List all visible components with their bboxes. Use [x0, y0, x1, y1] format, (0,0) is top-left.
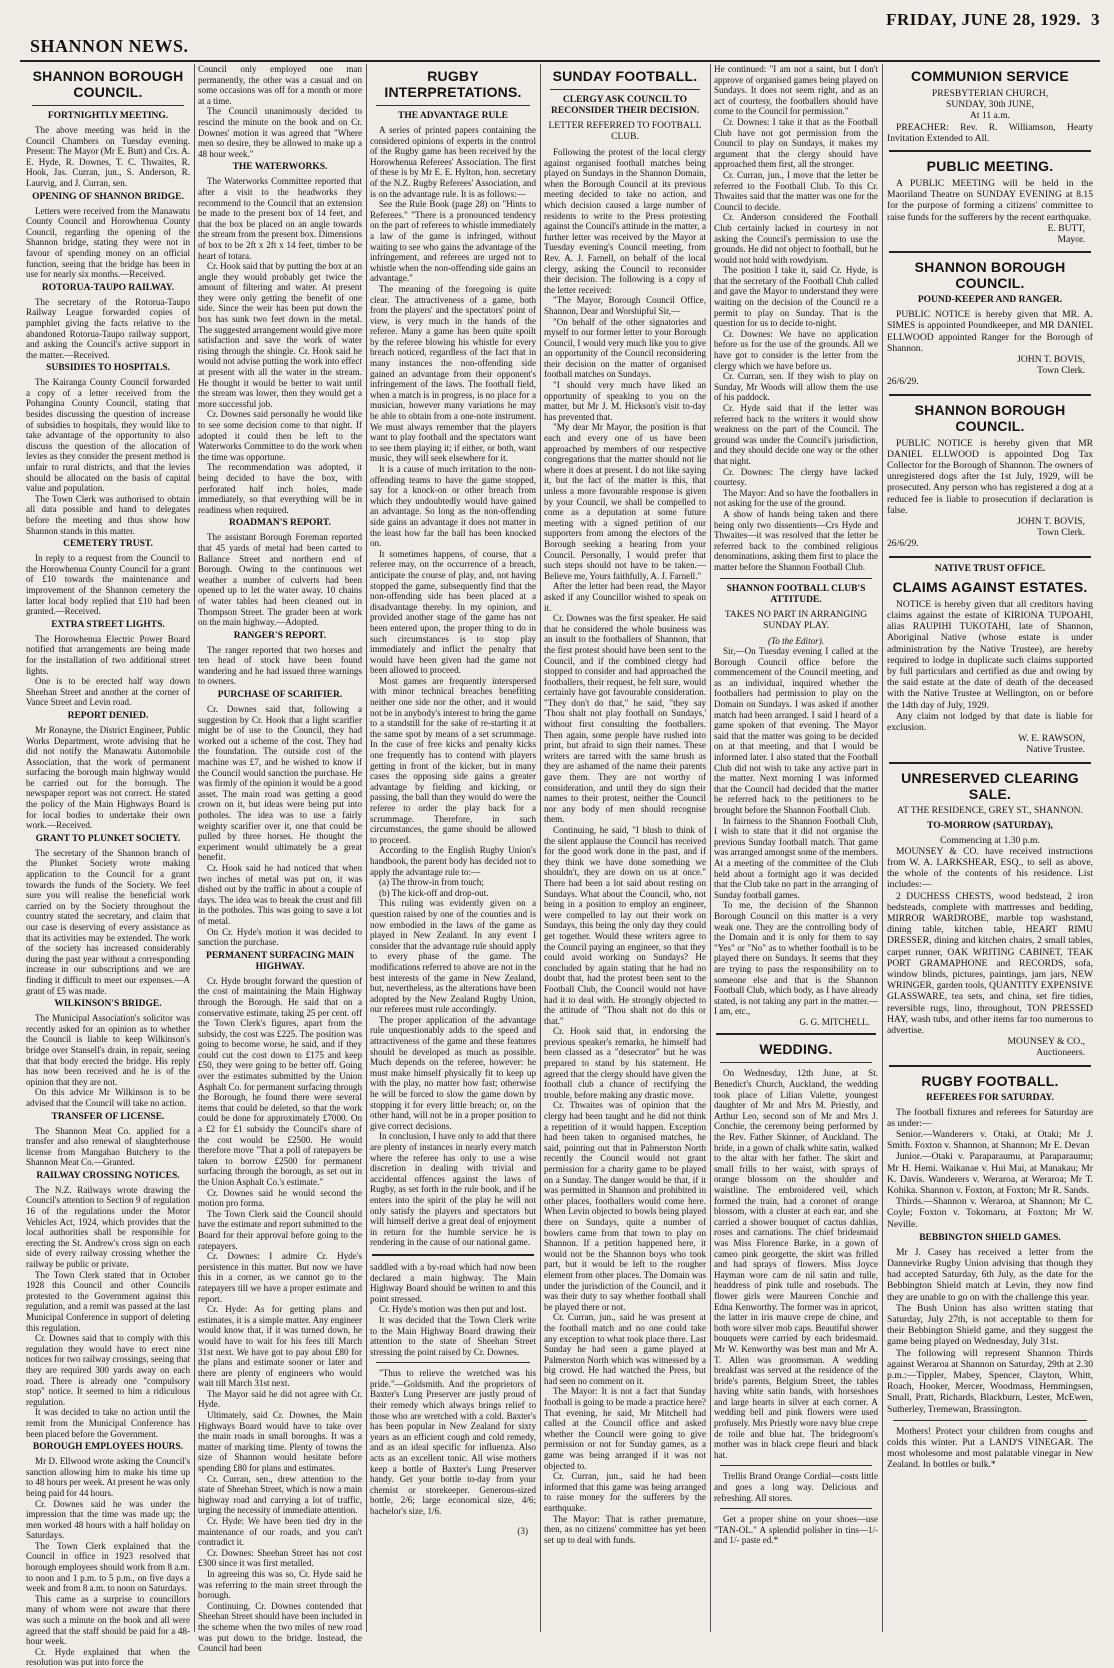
paragraph: Cr. Downes said he was under the impression that the time was made up; the men worked 48 hours with a half holiday on Saturdays. — [26, 1498, 190, 1541]
paragraph: Cr. Downes: Sheehan Street has not cost £300 since it was first metalled. — [198, 1547, 362, 1569]
paragraph: Cr. Downes said personally he would like to see some decision come to that night. If adopted it could then be left to the Waterworks Committee to do the work when the time was opportune. — [198, 409, 362, 462]
paragraph: Most games are frequently interspersed with minor technical breaches benefiting neither one side nor the other, and it would not be in anybody's interest to bring the game to a standstill for the sake of re-starting it at the same spot by means of a set scrummage. In the case of free kicks and penalty kicks one frequently has to contend with players getting in front of the kicker, but in many cases the opposing side gains a greater advantage by fielding and kicking, or passing, the ball than they would do were the referee to order the play back for a scrummage. Therefore, in such circumstances, the game should be allowed to proceed. — [370, 675, 536, 845]
paragraph: The proper application of the advantage rule unquestionably adds to the speed and attractiveness of the game and these features should be developed as much as possible. Much depends on the referee, however: he must make himself physically fit to keep up with the play, no matter how fast; otherwise he will be forced to slow the game down by stopping it for every little breach; or, on the other hand, will not be in a proper position to give correct decisions. — [370, 1014, 536, 1131]
subheading: AT THE RESIDENCE, GREY ST., SHANNON. — [897, 805, 1083, 816]
subheading: ROTORUA-TAUPO RAILWAY. — [41, 282, 175, 293]
notice-line: Commencing at 1.30 p.m. — [940, 834, 1040, 846]
vinegar-advertisement: Mothers! Protect your children from coughs and colds this winter. Put a LAND'S VINEGAR. The most wholesome and most palatable vinegar in New Zealand. In bottles or bulk.* — [887, 1425, 1093, 1471]
column-rule — [540, 64, 541, 1632]
rule — [889, 251, 1091, 253]
paragraph: Senior.—Wanderers v. Otaki, at Otaki; Mr J. Smith. Foxton v. Shannon, at Shannon; Mr E. Devan — [887, 1129, 1093, 1152]
subheading: REPORT DENIED. — [67, 710, 149, 721]
signature: JOHN T. BOVIS, — [1017, 354, 1085, 366]
signature-title: Town Clerk. — [1037, 527, 1085, 539]
rule — [376, 1362, 530, 1363]
paragraph: Cr. Downes said that to comply with this regulation they would have to erect nine notices for two railway crossings, seeing that they are required 300 yards away on each road. There is already one "compulsory stop" notice. It seemed to him a ridiculous regulation. — [26, 1333, 190, 1407]
rule — [716, 1033, 876, 1035]
subheading: WILKINSON'S BRIDGE. — [54, 999, 162, 1010]
paragraph: After the letter had been read, the Mayor asked if any Councillor wished to speak on it. — [544, 581, 706, 613]
paragraph: Any claim not lodged by that date is liable for exclusion. — [887, 710, 1093, 733]
paragraph: "The Mayor, Borough Council Office, Shannon, Dear and Worshipful Sir,— — [544, 295, 706, 316]
paragraph: PUBLIC NOTICE is hereby given that MR. A. SIMES is appointed Poundkeeper, and MR DANIEL ELLWOOD appointed Ranger for the Borough of Shannon. — [887, 309, 1093, 354]
paragraph: The N.Z. Railways wrote drawing the Council's attention to Section 9 of regulation 16 of the regulations under the Motor Vehicles Act, 1924, which provides that the local authorities shall be responsible for erecting the St. Andrew's cross sign on each side of every railway crossing whether the railway be public or private. — [26, 1184, 190, 1270]
paragraph: Cr. Curran, jun., said he was present at the football match and no one could take any exception to what took place there. Last Sunday he had seen a game played at Palmerston North which was witnessed by a big crowd. He had watched the Press, but had seen no comment on it. — [544, 1312, 706, 1386]
paragraph: In reply to a request from the Council to the Horowhenua County Council for a grant of £10 towards the maintenance and improvement of the Shannon cemetery the latter local body replied that £10 had been granted.—Received. — [26, 553, 190, 617]
paragraph: Cr. Downes was the first speaker. He said that he considered the whole business was an insult to the footballers of Shannon, that the first protest should have been sent to the Council, and if the combined clergy had stopped to consider and had approached the footballers, their request, he felt sure, would certainly have got favourable consideration. "They don't do that," he said, "they say 'Thou shalt not play football on Sundays,' without first consulting the footballers. Then again, some people have rushed into print, but afraid to sign their names. These writers are tarred with the same brush as they are ashamed of the name their parents gave them. They are not worthy of consideration, and until they do sign their names to their protest, neither the Council nor any body of men should recognise them. — [544, 613, 706, 825]
paper-name: SHANNON NEWS. — [30, 36, 189, 56]
paragraph: According to the English Rugby Union's handbook, the parent body has decided not to apply the advantage rule to:— — [370, 845, 536, 877]
subheading: BOROUGH EMPLOYEES HOURS. — [32, 1442, 184, 1453]
paragraph: This came as a surprise to councillors many of whom were not aware that there was such a minute on the book and all were agreed that the staff should be paid for a 48-hour week. — [26, 1593, 190, 1647]
paragraph: Mr D. Ellwood wrote asking the Council's sanction allowing him to make his time up to 48 hours per week. At present he was only being paid for 44 hours. — [26, 1456, 190, 1498]
paragraph: Cr. Curran, sen. If they wish to play on Sunday, Mr Woods will allow them the use of his paddock. — [714, 371, 878, 403]
rule — [376, 105, 530, 106]
signature: JOHN T. BOVIS, — [1017, 516, 1085, 528]
notice-date: 26/6/29. — [887, 538, 919, 550]
paragraph: Cr. Downes said he would second the motion pro forma. — [198, 1187, 362, 1209]
paragraph: Cr. Hyde brought forward the question of the cost of maintaining the Main Highway through the Borough. He said that on a conservative estimate, taking 25 per cent. off the Town Clerk's figures, apart from the subsidy, the cost was £225. The position was going to become worse, he said, and if they could cut the cost down to £175 and keep £50, they were going to be better off. Going over the estimates submitted by the Union Asphalt Co. for permanent surfacing through the Borough, he found there were several items that could be deleted, so that the work could be done for approximately £7000. On a £2 for £1 subsidy the Council's share of the cost would be £2500. He would therefore move "That a poll of ratepayers be taken to borrow £2500 for permanent surfacing through the borough, as set out in the Union Asphalt Co.'s estimate." — [198, 975, 362, 1187]
rule — [720, 1062, 872, 1063]
sunday-football-heading: SUNDAY FOOTBALL. — [552, 68, 698, 84]
rule — [720, 1508, 872, 1509]
column-rule — [366, 64, 367, 1632]
rugby-interpretations-heading: RUGBY INTERPRETATIONS. — [384, 68, 522, 100]
paragraph: Cr. Downes: I take it that as the Football Club have not got permission from the Council to play on Sundays, it makes my argument that the clergy should have approached them first, all the stronger. — [714, 116, 878, 170]
paragraph: The secretary of the Shannon branch of the Plunket Society wrote making application to the Council for a grant towards the funds of the Society. We feel sure you will realise the beneficial work carried on by the Society throughout the country stated the secretary, and claim that our case is deserving of every assistance as that its activities may be extended. The work of the society has increased considerably during the past year without a corresponding increase in our subscriptions and we are finding it difficult to meet our expenses.—A grant of £5 was made. — [26, 847, 190, 996]
paragraph: A PUBLIC MEETING will be held in the Maoriland Theatre on SUNDAY EVENING at 8.15 for the purpose of forming a citizens' committee to raise funds for the sufferers by the recent earthquake. — [887, 178, 1093, 223]
paragraph: On this advice Mr Wilkinson is to be advised that the Council will take no action. — [26, 1087, 190, 1108]
wedding-heading: WEDDING. — [759, 1041, 833, 1058]
paragraph: Cr. Downes: We have no application before us for the use of the grounds. All we have got to consider is the letter from the clergy which we have before us. — [714, 328, 878, 371]
paragraph: Cr. Downes: I admire Cr. Hyde's persistence in this matter. But now we have this in a corner, as we cannot go to the ratepayers till we have a proper estimate and report. — [198, 1251, 362, 1304]
paragraph: PREACHER: Rev. R. Williamson, Hearty Invitation Extended to All. — [887, 121, 1093, 144]
paragraph: Sir,—On Tuesday evening I called at the Borough Council office before the commencement of the Council meeting, and as an individual, inquired whether the footballers had permission to play on the Domain on Sundays. I was asked if another match had been arranged. I said I heard of a game spoken of that evening. The Mayor said that the matter was going to be decided on at that meeting, and that I would be informed later. I also stated that the Football Club did not wish to take any active part in the matter. Next morning I was informed that the Council had decided that the matter be referred back to the petitioners to be brought before the Shannon Football Club. — [714, 646, 878, 815]
paragraph: Cr. Hook said that by putting the box at an angle they would probably get twice the amount of filtering and water. At present they were only getting the benefit of one side. Since the weir has been put down the box has sunk two feet down in the metal. The suggested arrangement would give more satisfaction and save the work of water rising through the shingle. Cr. Hook said he would not advise putting the work into effect at present with all the water in the stream. He thought it would be better to wait until the stream was lower, then they would get a more successful job. — [198, 261, 362, 409]
clearing-sale-heading: UNRESERVED CLEARING SALE. — [901, 769, 1079, 802]
signature-title: Town Clerk. — [1037, 365, 1085, 377]
paragraph: In fairness to the Shannon Football Club, I wish to state that it did not organise the previous Sunday football match. That game was arranged amongst some of the members. At a meeting of the committee of the Club held about a fortnight ago it was decided that the Club take no part in the arranging of Sunday football games. — [714, 815, 878, 900]
rule — [889, 556, 1091, 558]
paragraph: Ultimately, said Cr. Downes, the Main Highways Board would have to take over the main roads in small boroughs. It was a matter of marking time. Plenty of towns the size of Shannon would hesitate before spending £80 for plans and estimates. — [198, 1410, 362, 1474]
column-rule — [194, 64, 195, 1632]
subheading: TRANSFER OF LICENSE. — [51, 1111, 165, 1122]
paragraph: It sometimes happens, of course, that a referee may, on the occurrence of a breach, anticipate the course of play, and, not having stopped the game, subsequently find that the non-offending side has been placed at a disadvantage thereby. In my opinion, and provided another stage of the game has not been entered upon, the proper thing to do in such circumstances is to stop play immediately and inflict the penalty that would have been given had the game not been allowed to proceed. — [370, 548, 536, 676]
paragraph: The assistant Borough Foreman reported that 45 yards of metal had been carted to Ballance Street and northern end of Borough. Owing to the continuous wet weather a number of culverts had been opened up to let the water away. 10 chains of water tables had been cleaned out in Thompson Street. The grader been at work on the main highway.—Adopted. — [198, 532, 362, 628]
signature: MOUNSEY & CO., — [1007, 1036, 1085, 1048]
paragraph: Cr. Hyde said that if the letter was referred back to the writers it would show weakness on the part of the Council. The ground was under the Council's jurisdiction, and they should decide one way or the other that night. — [714, 403, 878, 466]
rule — [889, 1065, 1091, 1067]
rule — [720, 1465, 872, 1466]
signature: G. G. MITCHELL. — [799, 1016, 870, 1027]
rule — [893, 1420, 1087, 1421]
paragraph: Cr. Anderson considered the Football Club certainly lacked in courtesy in not asking the Council's permission to use the grounds. He did not object to football, but he would not hold with rowdyism. — [714, 212, 878, 265]
paragraph: The position I take it, said Cr. Hyde, is that the secretary of the Football Club called and gave the Mayor to understand they were waiting on the decision of the Council re a permit to play on Sunday. That is the question for us to decide to-night. — [714, 265, 878, 329]
subheading: PERMANENT SURFACING MAIN HIGHWAY. — [206, 950, 354, 972]
paragraph: The recommendation was adopted, it being decided to have the box, with perforated half inch holes, made immediately, so that everything will be in readiness when required. — [198, 462, 362, 515]
paragraph: It was decided to take no action until the remit from the Municipal Conference has been placed before the Government. — [26, 1407, 190, 1439]
paragraph: The Waterworks Committee reported that after a visit to the headworks they recommend to the Council that an extension be made to the present box of 14 feet, and that the box be placed on an angle towards the stream from the present box. Dimensions of box to be 2ft x 2ft x 14 feet, timber to be heart of totara. — [198, 176, 362, 261]
paragraph: The Town Clerk said the Council should have the estimate and report submitted to the Board for their approval before going to the ratepayers. — [198, 1208, 362, 1251]
signature-title: Native Trustee. — [1026, 744, 1085, 756]
paragraph: The secretary of the Rotorua-Taupo Railway League forwarded copies of pamphlet giving the facts relative to the abandoned Rotorua-Taupo railway support, and asking the Council's active support in the matter.—Received. — [26, 296, 190, 360]
paragraph: It was decided that the Town Clerk write to the Main Highway Board drawing their attention to the state of Sheehan Street stressing the point raised by Cr. Downes. — [370, 1314, 536, 1357]
rule — [889, 762, 1091, 764]
paragraph: Cr. Curran, jun., I move that the letter be referred to the Football Club. To this Cr. Thwaites said that the matter was one for the Council to decide. — [714, 169, 878, 212]
paragraph: Council only employed one man permanently, the other was a casual and on some occasions was off for a month or more at a time. — [198, 64, 362, 106]
paragraph: Cr. Hyde explained that when the resolution was put into force the — [26, 1646, 190, 1668]
subheading: TO-MORROW (SATURDAY), — [927, 820, 1053, 831]
subheading: BEBBINGTON SHIELD GAMES. — [919, 1232, 1061, 1243]
borough-council-notice-heading: SHANNON BOROUGH COUNCIL. — [914, 401, 1066, 434]
rule — [550, 89, 700, 90]
subheading: RANGER'S REPORT. — [233, 630, 327, 641]
subheading: THE WATERWORKS. — [232, 162, 328, 173]
paragraph: In conclusion, I have only to add that there are plenty of instances in nearly every match where the referee has only to use a wise discretion in dealing with trivial and accidental offences against the laws of Rugby, as set forth in the rule book, and if he enters into the spirit of the play he will not only satisfy the players and spectators but will himself derive a great deal of enjoyment in return for the humble service he is rendering in the cause of our national game. — [370, 1131, 536, 1248]
paragraph: Mr Ronayne, the District Engineer, Public Works Department, wrote advising that he did not notify the Manawatu Automobile Association, that the work of permanent surfacing the borough main highway would be carried out for the borough. The newspaper report was not correct. He stated the policy of the Main Highways Board is for local bodies to undertake their own work.—Received. — [26, 724, 190, 831]
paragraph: "On behalf of the other signatories and myself to our former letter to your Borough Council, I would very much like you to give an opportunity of the Council reconsidering their decision on the matter of organised football matches on Sundays. — [544, 316, 706, 380]
paragraph: The football fixtures and referees for Saturday are as under:— — [887, 1106, 1093, 1129]
paragraph: Continuing, Cr. Downes contended that Sheehan Street should have been included in the scheme when the two miles of new road was put down to the bridge. Instead, the Council had been — [198, 1600, 362, 1654]
column-6 — [887, 64, 1093, 1632]
public-meeting-heading: PUBLIC MEETING. — [926, 158, 1054, 175]
paragraph: To me, the decision of the Shannon Borough Council on this matter is a very weak one. They are the controlling body of the Domain and it is only for them to say "Yes" or "No" as to whether football is to be played there on Sundays. It seems that they are trying to pass the responsibility on to someone else and that is the Shannon Football Club, which body, as I have already stated, is not taking any part in the matter.—I am, etc., — [714, 900, 878, 1017]
signature-title: Auctioneers. — [1036, 1047, 1085, 1059]
paragraph: The Shannon Meat Co. applied for a transfer and also renewal of slaughterhouse license from Mangahao Butchery to the Shannon Meat Co.—Granted. — [26, 1125, 190, 1168]
column-4 — [544, 64, 706, 1632]
notice-line: At 11 a.m. — [969, 110, 1011, 122]
ad-number: (3) — [517, 1525, 528, 1536]
paragraph: The Town Clerk stated that in October 1928 this Council and other Councils protested to the Government against this regulation, and a remit was passed at the last Municipal Conference in support of deleting this regulation. — [26, 1269, 190, 1333]
paragraph: Cr. Downes: The clergy have lacked courtesy. — [714, 466, 878, 488]
paragraph: MOUNSEY & CO. have received instructions from W. A. LARKSHEAR, ESQ., to sell as above, the whole of the contents of his residence. List includes:— — [887, 845, 1093, 891]
masthead-rule — [20, 60, 1100, 62]
paragraph: Cr. Downes said that, following a suggestion by Cr. Hook that a light scarifier might be of use to the Council, they had worked out a scheme of the cost. They had the foundation. The outside cost of the machine was £7, and he wished to know if the Council would sanction the purchase. He was firmly of the opinion it would be a good asset. The main road was getting a good crown on it, but ideas were being put into potholes. The idea was to use a fairly weighty scarifier over it, one that could be pulled by three horses. He thought the experiment would ultimately be a great benefit. — [198, 704, 362, 863]
borough-council-notice-heading: SHANNON BOROUGH COUNCIL. — [914, 259, 1066, 292]
paragraph: 2 DUCHESS CHESTS, wood bedstead, 2 iron bedsteads, complete with mattresses and bedding, MIRROR WARDROBE, marble top washstand, dining table, kitchen table, HEART RIMU DRESSER, dining and kitchen chairs, 2 small tables, carpet runner, OAK WRITING CABINET, TEAK PORT GRAMAPHONE and RECORDS, sofa, window blinds, pictures, paintings, jam jars, NEW WRINGER, garden tools, QUANTITY EXPENSIVE GLASSWARE, tea sets, and china, set fire tidies, reversible rugs, lino, throughout, TON PRESSED HAY, wash tubs, and other items far too numerous to advertise. — [887, 890, 1093, 1036]
issue-date — [886, 10, 1100, 30]
paragraph: Continuing, he said, "I blush to think of the silent applause the Council has received for the good work done in the past, and if they think we have done something we shouldn't, they are down on us at once." There had been a lot said about resting on Sundays. What about the Council, who, not being in a position to employ an engineer, were compelled to lay out their work on Sundays, this being the only day they could get together. Would these writers agree to the Council paying an engineer, so that they could avoid working on Sundays? He concluded by again stating that he had no doubt that, had the protest been sent to the Football Club, the Council would not have had it to deal with. He strongly objected to the attitude of "Thou shalt not do this or that." — [544, 825, 706, 1026]
paragraph: This ruling was evidently given on a question raised by one of the counties and is now embodied in the laws of the game as played in New Zealand. In any event I consider that the advantage rule should apply to every phase of the game. The modifications referred to above are not in the best interests of the game in New Zealand, but, nevertheless, as the alterations have been adopted by the New Zealand Rugby Union, our referees must rule accordingly. — [370, 898, 536, 1015]
column-1 — [26, 64, 190, 1668]
paragraph: The meaning of the foregoing is quite clear. The attractiveness of a game, both from the players' and the spectators' point of view, is very much in the hands of the referee. Many a game has been quite spoilt by the referee blowing his whistle for every breach noticed, regardless of the fact that in many instances the non-offending side gained an advantage from their opponent's infringement of the laws. The football field, when a match is in progress, is no place for a musician, however many variations he may be able to obtain from a one-note instrument. We must always remember that the players want to play football and the spectators want to see them playing it; if either, or both, want music, they will seek elsewhere for it. — [370, 283, 536, 464]
paragraph: On Wednesday, 12th June, at St. Benedict's Church, Auckland, the wedding took place of Lilian Valette, youngest daughter of Mr and Mrs M. Priestly, and Arthur Leo, second son of Mr and Mrs J. Conchie, the ceremony being performed by the Rev. Father Skinner, of Auckland. The bride, in a gown of chalk white satin, walked to the altar with her father. The skirt and small frills to her waist, with sprays of orange blossom on the shoulder and waistline. The embroidered veil, which formed the train, had a coronet of orange blossom, with a cluster at each ear, and she carried a shower bouquet of cactus dahlias, roses and carnations. The chief bridesmaid was Miss Florence Barke, in a gown of cameo pink georgette, the skirt was frilled and had sprays of flowers. Miss Joyce Hayman wore cam de nil satin and tulle, headdress of pink tulle and rosebuds. The flower girls were Maureen Conchie and Edna Kenworthy. The former was in apricot, the latter in iris mauve crepe de chine, and both wore silver mob caps. Beautiful shower bouquets were carried by each bridesmaid. Mr W. Kenworthy was best man and Mr A. T. Allen was groomsman. A wedding breakfast was served at the residence of the bride's parents, Belgium Street, the tables having white satin bands, with horseshoes and large hearts in silver at each corner. A wedding bell and pink flowers were used profusely. Mrs Priestly wore navy blue crepe de toile and blue hat. The bridegroom's mother was in black crepe fleuri and black hat. — [714, 1068, 878, 1460]
paragraph: Cr. Hyde: As for getting plans and estimates, it is a simple matter. Any engineer would know that, if it was turned down, he would have to wait for his fees till March 31st next. We have got to pay about £80 for the plans and estimate sooner or later and there are plenty of engineers who would wait till March 31st next. — [198, 1304, 362, 1389]
subheading: CLERGY ASK COUNCIL TO RECONSIDER THEIR DECISION. — [551, 95, 699, 116]
subheading: GRANT TO PLUNKET SOCIETY. — [35, 833, 181, 844]
paragraph: The Mayor: That is rather premature, then, as no citizens' committee has yet been set up to deal with funds. — [544, 1513, 706, 1545]
paragraph: "I should very much have liked an opportunity of speaking to you on the matter, but Mr J. M. Hickson's visit to-day has prevented that. — [544, 380, 706, 422]
rule — [720, 578, 872, 579]
paragraph: The following will represent Shannon Thirds against Weraroa at Shannon on Saturday, 29th at 2.30 p.m.:—Tippler, Mabey, Spencer, Clayton, Whitt, Roach, Hooker, Mercer, Woodmass, Hemmingsen, Small, Pratt, Richards, Blackburn, Lester, McEwen, Sutherley, Tremewan, Brassington. — [887, 1347, 1093, 1415]
subheading: NATIVE TRUST OFFICE. — [934, 563, 1046, 574]
page-number: 3 — [1091, 10, 1100, 29]
rule — [32, 105, 184, 106]
claims-heading: CLAIMS AGAINST ESTATES. — [892, 578, 1088, 595]
paragraph: The ranger reported that two horses and ten head of stock have been found wandering and he had issued three warnings to owners. — [198, 644, 362, 687]
paragraph: It is a cause of much irritation to the non-offending teams to have the game stopped, say for a knock-on or other breach from which they undoubtedly would have gained an advantage. So long as the non-offending side gains an advantage it does not matter in the least how far the ball has been knocked on. — [370, 464, 536, 549]
subheading: POUND-KEEPER AND RANGER. — [917, 295, 1063, 306]
paragraph: Thirds.—Shannon v. Weraroa, at Shannon; Mr C. Coyle; Foxton v. Tokomaru, at Foxton; Mr W. Neville. — [887, 1196, 1093, 1230]
column-2 — [198, 64, 362, 1654]
rule — [889, 150, 1091, 152]
paragraph: Cr. Hyde's motion was then put and lost. — [379, 1304, 527, 1315]
subheading: TAKES NO PART IN ARRANGING SUNDAY PLAY. — [724, 609, 868, 631]
paragraph: The Bush Union has also written stating that Saturday, July 27th, is not acceptable to them for their Bebbington Shield game, and they suggest the game being played on Wednesday, July 31st. — [887, 1302, 1093, 1348]
paragraph: The Municipal Association's solicitor was recently asked for an opinion as to whether the Council is liable to keep Wilkinson's bridge over Stansell's drain, in repair, seeing that that body erected the bridge. His reply has now been received and he is of the opinion that they are not. — [26, 1013, 190, 1087]
paragraph: The above meeting was held in the Council Chambers on Tuesday evening. Present: The Mayor (Mr E. Butt) and Crs. A. E. Hyde, R. Downes, T. C. Thwaites, R. Hook, Jas. Curran, jun., S. Anderson, R. Laurvig, and J. Curran, sen. — [26, 125, 190, 188]
baxter-advertisement: "Thus to relieve the wretched was his pride."—Goldsmith. And the proprietors of Baxter's Lung Preserver are justly proud of their remedy which always brings relief to those who are wretched with a cold. Baxter's has been popular in New Zealand for sixty years as an efficient cough and cold remedy, and as an ideal specific for influenza. Also acts as an excellent tonic. All wise mothers keep a bottle of Baxter's Lung Preserver handy. Get your bottle to-day from your chemist or storekeeper. Generous-sized bottle, 2/6; large economical size, 4/6; bachelor's size, 1/6. — [370, 1368, 536, 1516]
borough-council-heading: SHANNON BOROUGH COUNCIL. — [32, 68, 184, 100]
subheading: ROADMAN'S REPORT. — [229, 518, 331, 529]
column-rule — [882, 64, 883, 1632]
to-the-editor: (To the Editor). — [768, 635, 824, 646]
paragraph: "My dear Mr Mayor, the position is that each and every one of us have been approached by members of our respective congregations that the matter should not lie where it does at present. I do not like saying it, but the fact of the matter is this, that unless a more favourable response is given by your Council, we shall be compelled to come as a deputation at some future meeting with a signed petition of our supporters from among the electors of the Borough seeking a hearing from your Council. Personally, I would prefer that such steps should not have to be taken.—Believe me, Yours faithfully, A. J. Farnell." — [544, 422, 706, 581]
paragraph: The Town Clerk explained that the Council in office in 1923 resolved that borough employees should work from 8 a.m. to noon and 1 p.m. to 5 p.m., on five days a week and from 8 a.m. to noon on Saturdays. — [26, 1540, 190, 1594]
paragraph: The Council unanimously decided to rescind the minute on the book and on Cr. Downes' motion it was agreed that "Where men so desire, they be allowed to make up a 48 hour week." — [198, 106, 362, 159]
paragraph: On Cr. Hyde's motion it was decided to sanction the purchase. — [198, 926, 362, 948]
column-3 — [370, 64, 536, 1632]
paragraph: The Kairanga County Council forwarded a copy of a letter received from the Pohangina County Council, stating that besides discussing the question of increase of subsidies to hospitals, they would like to take advantage of the opportunity to also discuss the question of the allocation of levies as they consider the present method is unfair to rural districts, and that the levies should be allocated on the basis of capital value and population. — [26, 377, 190, 494]
paragraph: NOTICE is hereby given that all creditors having claims against the estate of KIRIONA TUPOAHI, alias RAUPIHI TUKOTAHI, late of Shannon, Aboriginal Native (whose estate is under administration by the Native Trustee), are hereby required to lodge in duplicate such claims supported by full particulars and certified as due and owing by the said estate at the date of death of the deceased with the Native Trustee at Wellington, on or before the 14th day of July, 1929. — [887, 598, 1093, 711]
subheading: LETTER REFERRED TO FOOTBALL CLUB. — [548, 121, 702, 142]
paragraph: In agreeing this was so, Cr. Hyde said he was referring to the main street through the borough. — [198, 1568, 362, 1601]
paragraph: The Town Clerk was authorised to obtain all data possible and hand to delegates before the meeting and thus show how Shannon stands in this matter. — [26, 493, 190, 536]
paragraph: One is to be erected half way down Sheehan Street and another at the corner of Vance Street and Levin road. — [26, 676, 190, 708]
masthead — [20, 6, 1100, 56]
paragraph: Cr. Hook said he had noticed that when two inches of metal was put on, it was dished out by the traffic in about a couple of days. The idea was to break the crust and fill in the potholes. This was going to save a lot of metal. — [198, 862, 362, 926]
paragraph: The Mayor: And so have the footballers in not asking for the use of the ground. — [714, 487, 878, 509]
communion-service-heading: COMMUNION SERVICE — [911, 68, 1069, 84]
paragraph: PUBLIC NOTICE is hereby given that MR DANIEL ELLWOOD is appointed Dog Tax Collector for the Borough of Shannon. The owners of unregistered dogs after the 1st July, 1929, will be prosecuted. Any person who has registered a dog at a reduced fee is liable to prosecution if declaration is false. — [887, 437, 1093, 516]
paragraph: A series of printed papers containing the considered opinions of experts in the control of the Rugby game has been received by the Horowhenua Referees' Association. The first of these is by Mr E. E. Hylton, hon. secretary of the N.Z. Rugby Referees' Association, and is on the advantage rule. It is as follows:— — [370, 125, 536, 199]
paragraph: Cr. Curran, jun., said he had been informed that this game was being arranged to raise money for the sufferers by the earthquake. — [544, 1471, 706, 1513]
paragraph: (a) The throw-in from touch; — [379, 877, 484, 888]
paragraph: He continued: "I am not a saint, but I don't approve of organised games being played on Sundays. It does not seem right, and as an act of courtesy, the footballers should have come to the Council for permission." — [714, 64, 878, 117]
subheading: FORTNIGHTLY MEETING. — [47, 111, 169, 121]
column-rule — [710, 64, 711, 1632]
paragraph: A show of hands being taken and there being only two dissentients—Crs Hyde and Thwaites—it was resolved that the letter be referred back to the combined religious denominations, asking them first to place the matter before the Shannon Football Club. — [714, 508, 878, 572]
subheading: SHANNON FOOTBALL CLUB'S ATTITUDE. — [726, 583, 866, 605]
paragraph: Cr. Thwaites was of opinion that the clergy had been taught and he did not think a repetition of it would happen. Exception had been taken to organised matches, he said, pointing out that in Palmerston North recently the Council would not grant permission for a charity game to be played on a Sunday. The danger would be that, if it was permitted in Shannon and prohibited in other places, footballers would come here. When Levin objected to bowls being played there on Sundays, quite a number of bowlers came from that town to play on Shannon. If a petition happened here, it would not be the Shannon boys who took part, but it would be left to the rougher element from other places. The Domain was under the jurisdiction of the Council, and it was their duty to say whether football shall be played there or not. — [544, 1100, 706, 1312]
subheading: SUBSIDIES TO HOSPITALS. — [46, 363, 170, 374]
notice-line: PRESBYTERIAN CHURCH, — [931, 88, 1049, 99]
rule — [372, 1254, 534, 1256]
paragraph: Mr J. Casey has received a letter from the Dannevirke Rugby Union advising that though they had accepted Saturday, 6th July, as the date for the Bebbington Shield match at Levin, they now find they are unable to go on with the challenge this year. — [887, 1246, 1093, 1303]
rugby-football-heading: RUGBY FOOTBALL. — [921, 1072, 1059, 1089]
subheading: OPENING OF SHANNON BRIDGE. — [32, 191, 184, 202]
signature: W. E. RAWSON, — [1018, 733, 1085, 745]
paragraph: The Horowhenua Electric Power Board notified that arrangements are being made for the installation of two additional street lights. — [26, 633, 190, 676]
paragraph: saddled with a by-road which had now been declared a main highway. The Main Highway Board should be written to and this point stressed. — [370, 1261, 536, 1304]
subheading: REFEREES FOR SATURDAY. — [926, 1092, 1054, 1103]
date-text: FRIDAY, JUNE 28, 1929. — [886, 10, 1081, 29]
column-5 — [714, 64, 878, 1632]
subheading: PURCHASE OF SCARIFIER. — [217, 690, 343, 701]
notice-line: SUNDAY, 30th JUNE, — [946, 99, 1034, 111]
rule — [889, 394, 1091, 396]
signature: E. BUTT, — [1047, 222, 1085, 234]
subheading: CEMETERY TRUST. — [63, 539, 153, 550]
subheading: RAILWAY CROSSING NOTICES. — [36, 1170, 180, 1181]
signature-title: Mayor. — [1057, 234, 1085, 246]
paragraph: (b) The kick-off and drop-out. — [379, 887, 489, 898]
paragraph: Cr. Hyde: We have been tied dry in the maintenance of our roads, and you can't contradict it. — [198, 1516, 362, 1548]
paragraph: Cr. Curran, sen., drew attention to the state of Sheehan Street, which is now a main highway road and carrying a lot of traffic, urging the necessity of immediate attention. — [198, 1473, 362, 1516]
paragraph: Following the protest of the local clergy against organised football matches being played on Sundays in the Shannon Domain, when the Borough Council at its previous meeting decided to take no action, and which decision caused a large number of residents to write to the Press protesting against the Council's attitude in the matter, a further letter was received by the Mayor at Tuesday evening's Council meeting, from Rev. A. J. Farnell, on behalf of the local clergy, asking the Council to reconsider their decision. The following is a copy of the letter received: — [544, 147, 706, 295]
paragraph: See the Rule Book (page 28) on "Hints to Referees." "There is a pronounced tendency on the part of referees to whistle immediately a law of the game is infringed, without waiting to see who gains the advantage of the infringement, and referees are urged not to whistle when the non-offending side gains an advantage." — [370, 199, 536, 284]
paragraph: Cr. Hook said that, in endorsing the previous speaker's remarks, he himself had been classed as a "desecrator" but he was prepared to stand by his statement. He agreed that the clergy should have given the football club a chance of rectifying the trouble, before making any drastic move. — [544, 1026, 706, 1100]
paragraph: Junior.—Otaki v. Paraparaumu, at Paraparaumu; Mr H. Hemi. Waikanae v. Hui Mai, at Manakau; Mr K. Davis. Wanderers v. Weraroa, at Weraroa; Mr T. Kohika. Shannon v. Foxton, at Foxton; Mr R. Sands. — [887, 1151, 1093, 1197]
paragraph: The Mayor said he did not agree with Cr. Hyde. — [198, 1388, 362, 1410]
subheading: EXTRA STREET LIGHTS. — [51, 619, 165, 630]
paragraph: The Mayor: It is not a fact that Sunday football is going to be made a practice here? That evening, he said, Mr Mitchell had called at the Council office and asked whether the Council were going to give permission or not for Sunday games, as a game was being arranged if it was not objected to. — [544, 1386, 706, 1471]
notice-date: 26/6/29. — [887, 376, 919, 388]
cordial-advertisement: Trellis Brand Orange Cordial—costs little and goes a long way. Delicious and refreshing. All stores. — [714, 1471, 878, 1503]
paragraph: Letters were received from the Manawatu County Council and Horowhenua County Council, regarding the opening of the Shannon bridge, stating they were not in favour of spending money on an official function, seeing that the bridge has been in use for nearly six months.—Received. — [26, 205, 190, 280]
tanol-advertisement: Get a proper shine on your shoes—use "TAN-OL." A splendid polisher in tins—1/- and 1/- paste ed.* — [714, 1514, 878, 1546]
subheading: THE ADVANTAGE RULE — [398, 111, 508, 121]
